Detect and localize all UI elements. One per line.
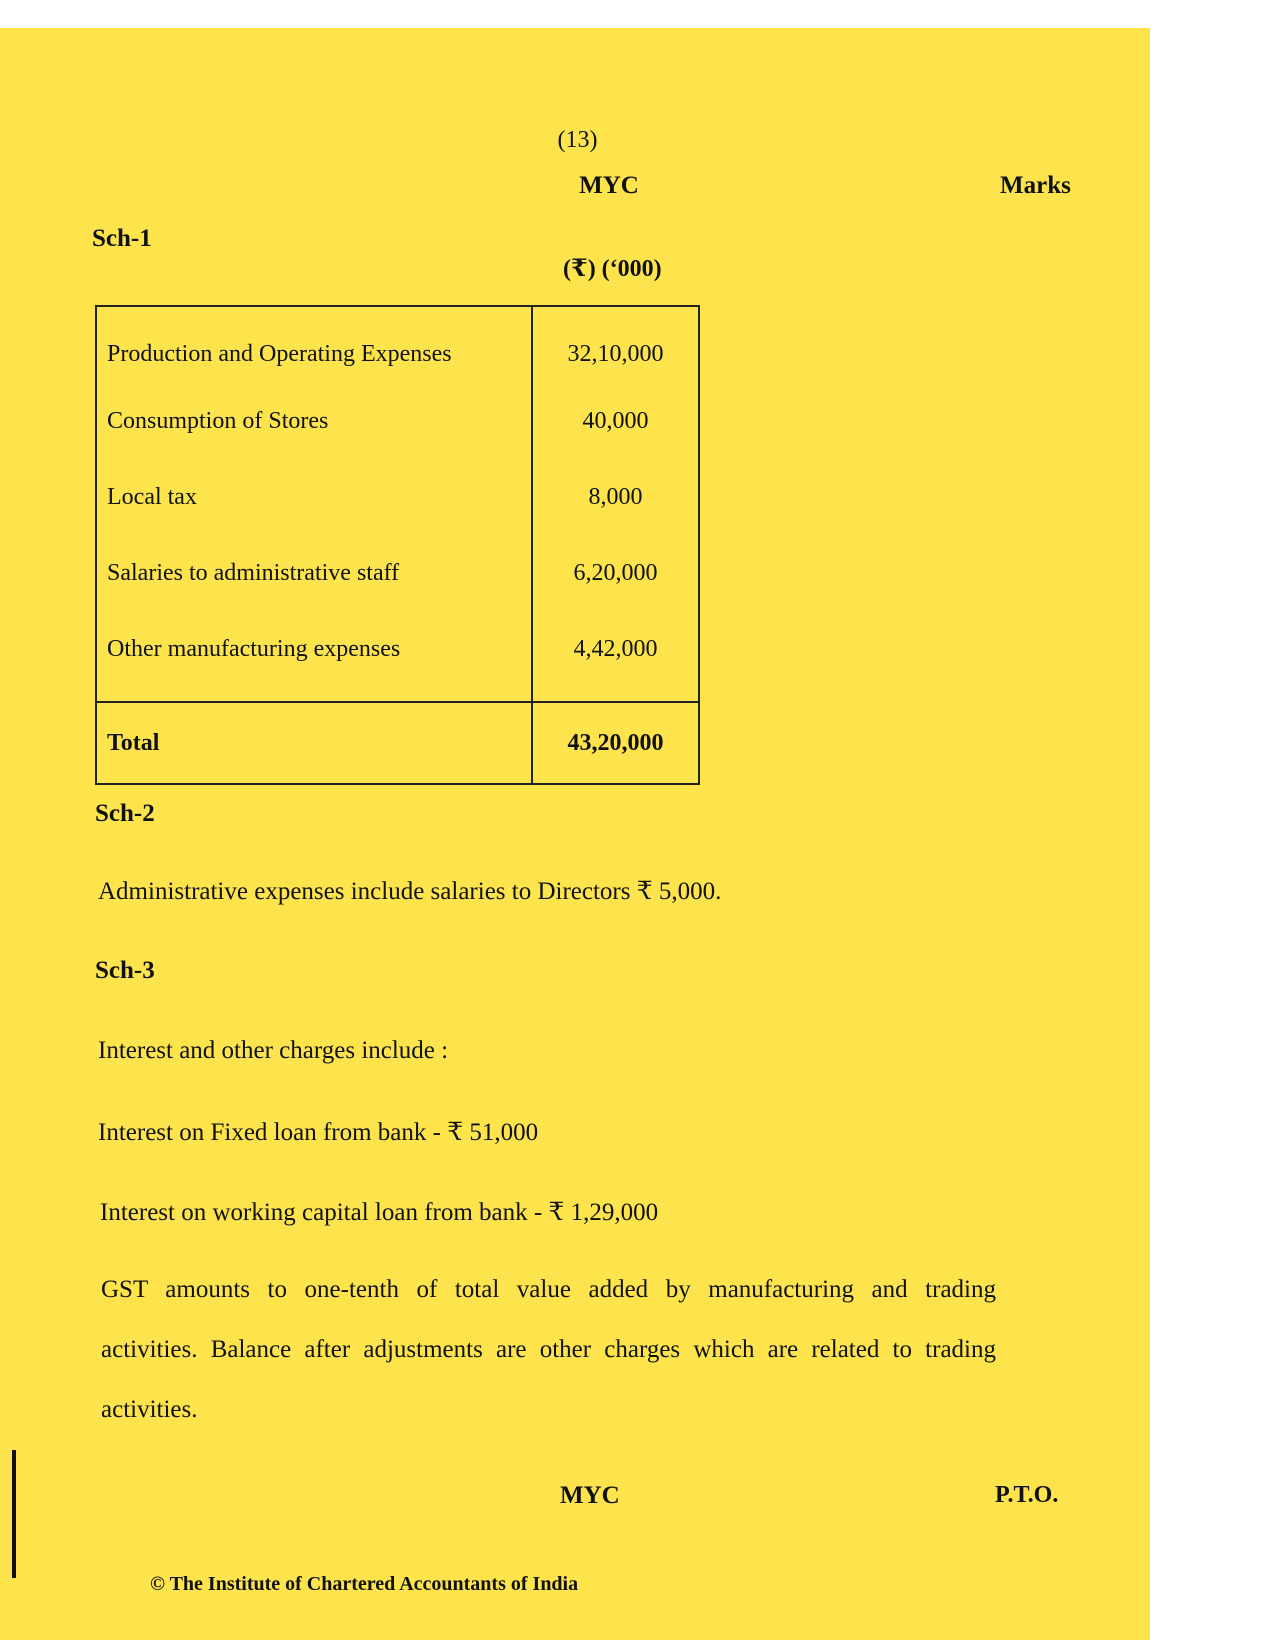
sch1-heading: Sch-1 [92, 225, 152, 252]
pto-label: P.T.O. [995, 1482, 1059, 1508]
sch1-table [95, 305, 700, 785]
sch3-gst-line2: activities. Balance after adjustments are other charges which are related to trading [101, 1336, 996, 1363]
sch3-gst-line1: GST amounts to one-tenth of total value added by manufacturing and trading [101, 1276, 996, 1303]
row-amount: 40,000 [532, 383, 699, 459]
sch1-units: (₹) (‘000) [563, 256, 662, 282]
row-amount: 6,20,000 [532, 535, 699, 611]
table-row [96, 306, 699, 383]
row-amount: 32,10,000 [532, 306, 699, 383]
sch3-line1: Interest on Fixed loan from bank - ₹ 51,000 [98, 1119, 539, 1146]
table-row [96, 535, 699, 611]
paper-code-top: MYC [579, 172, 639, 199]
total-amount: 43,20,000 [532, 702, 699, 784]
marks-label: Marks [1000, 172, 1071, 199]
sch2-text: Administrative expenses include salaries to Directors ₹ 5,000. [98, 878, 722, 905]
sch3-line2: Interest on working capital loan from bank - ₹ 1,29,000 [100, 1199, 659, 1226]
paper-code-bottom: MYC [560, 1482, 620, 1509]
row-label: Salaries to administrative staff [96, 535, 532, 611]
row-label: Consumption of Stores [96, 383, 532, 459]
row-label: Other manufacturing expenses [96, 611, 532, 702]
row-amount: 4,42,000 [532, 611, 699, 702]
sch3-gst-line3: activities. [101, 1396, 198, 1423]
sch3-heading: Sch-3 [95, 957, 155, 984]
table-row [96, 383, 699, 459]
copyright-notice: © The Institute of Chartered Accountants of India [150, 1573, 579, 1595]
sch3-intro: Interest and other charges include : [98, 1037, 449, 1064]
total-label: Total [96, 702, 532, 784]
table-row [96, 459, 699, 535]
page-number: (13) [557, 127, 598, 153]
row-label: Production and Operating Expenses [96, 306, 532, 383]
row-amount: 8,000 [532, 459, 699, 535]
row-label: Local tax [96, 459, 532, 535]
sch2-heading: Sch-2 [95, 800, 155, 827]
scan-edge-mark [12, 1450, 16, 1578]
table-total-row [96, 702, 699, 784]
table-row [96, 611, 699, 702]
